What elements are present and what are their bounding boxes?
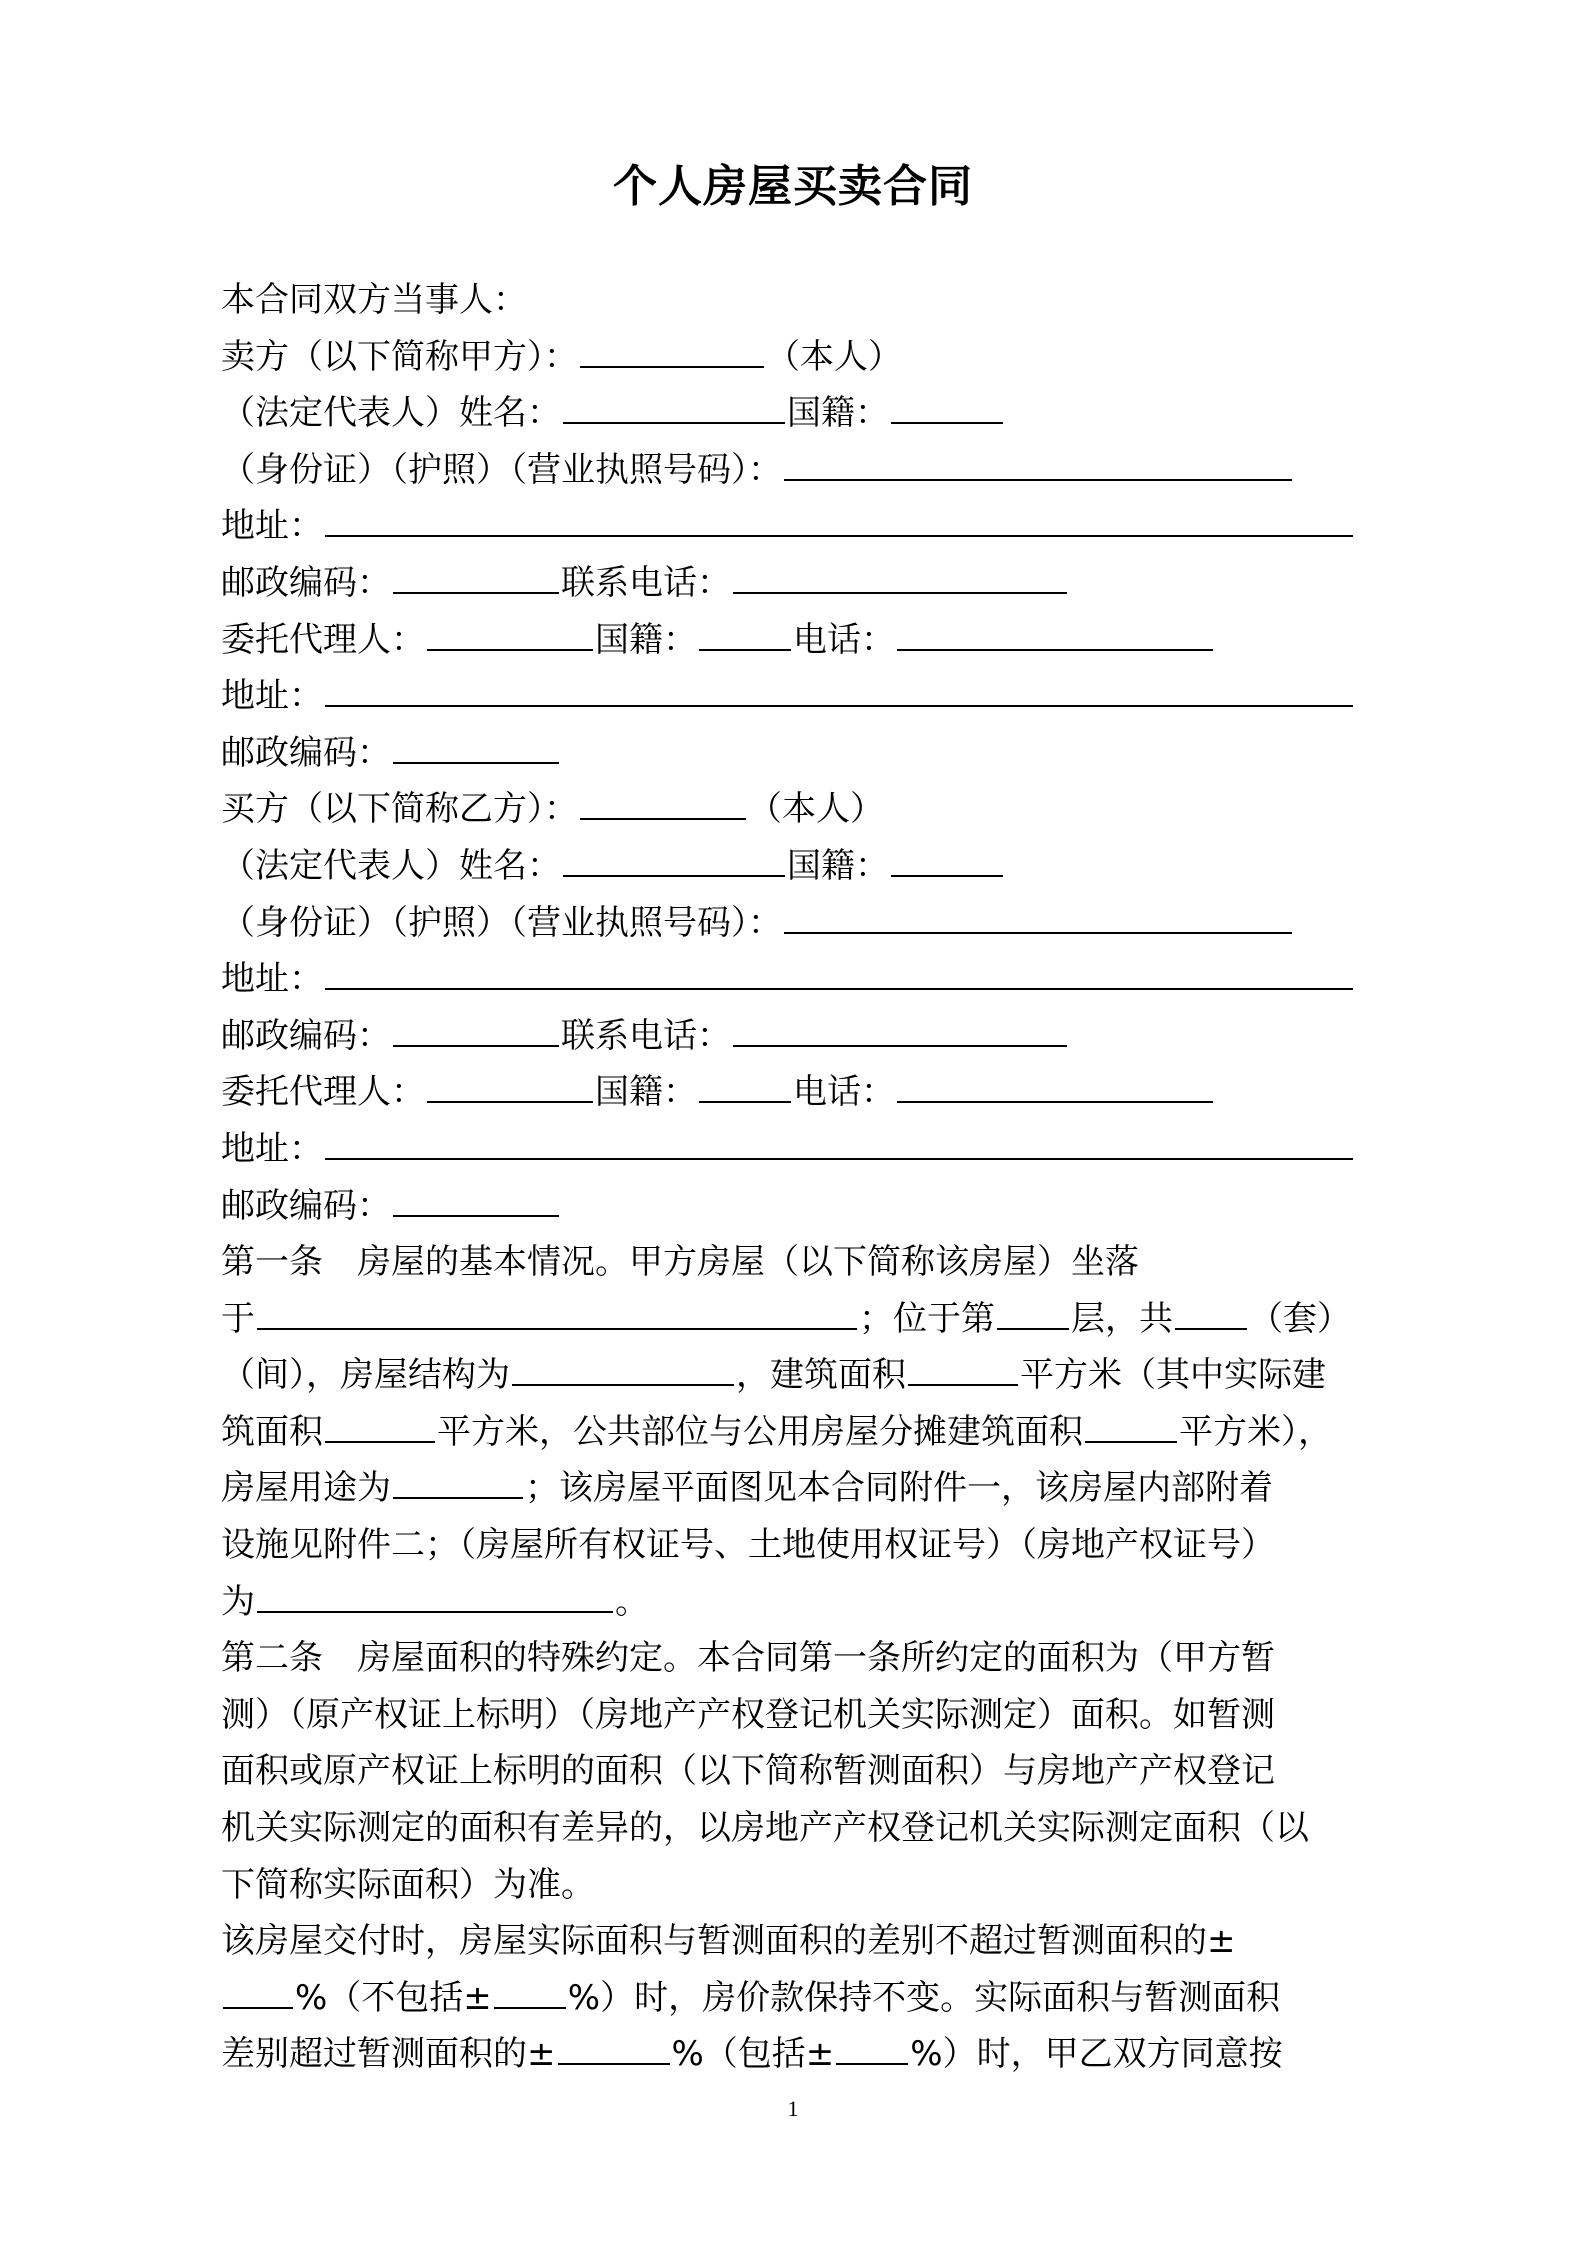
seller-address-line <box>221 498 1391 555</box>
buyer-nationality-blank[interactable] <box>891 841 1003 877</box>
buyer-rep-label: （法定代表人）姓名： <box>221 845 561 886</box>
article1-line7 <box>221 1574 1391 1631</box>
article2-line3 <box>221 1743 1391 1800</box>
article1-line6 <box>221 1517 1391 1574</box>
tolerance-blank-2[interactable] <box>494 1973 566 2009</box>
buyer-agent-blank[interactable] <box>427 1067 593 1103</box>
article2-text-7b: %）时，房价款保持不变。实际面积与暂测面积 <box>567 1977 1281 2018</box>
article1-text-1: 第一条 房屋的基本情况。甲方房屋（以下简称该房屋）坐落 <box>221 1242 1139 1283</box>
seller-line <box>221 329 1391 386</box>
article2-text-2: 测）（原产权证上标明）（房地产产权登记机关实际测定）面积。如暂测 <box>221 1694 1275 1735</box>
seller-label: 卖方（以下简称甲方）： <box>221 336 578 377</box>
seller-agent-phone-blank[interactable] <box>897 615 1213 651</box>
buyer-rep-line <box>221 838 1391 895</box>
buyer-address-label: 地址： <box>221 959 323 1000</box>
article1-text-2a: 于 <box>221 1298 255 1339</box>
article2-text-3: 面积或原产权证上标明的面积（以下简称暂测面积）与房地产产权登记 <box>221 1751 1275 1792</box>
article1-line5 <box>221 1460 1391 1517</box>
buyer-postcode-label: 邮政编码： <box>221 1015 391 1056</box>
article2-text-7a: %（不包括± <box>295 1977 492 2018</box>
seller-phone-label: 联系电话： <box>561 562 731 603</box>
article1-text-7b: 。 <box>615 1581 649 1622</box>
document-body <box>221 272 1391 2083</box>
article2-line1 <box>221 1630 1391 1687</box>
article1-line3 <box>221 1347 1391 1404</box>
article2-line6 <box>221 1913 1391 1970</box>
buyer-id-blank[interactable] <box>784 898 1292 934</box>
seller-rep-line <box>221 385 1391 442</box>
article1-text-7a: 为 <box>221 1581 255 1622</box>
floor-blank[interactable] <box>997 1294 1069 1330</box>
buyer-agent-phone-label: 电话： <box>793 1072 895 1113</box>
document-title: 个人房屋买卖合同 <box>613 161 973 212</box>
article2-line2 <box>221 1687 1391 1744</box>
seller-address-blank[interactable] <box>325 501 1353 537</box>
article2-text-4: 机关实际测定的面积有差异的，以房地产产权登记机关实际测定面积（以 <box>221 1808 1309 1849</box>
article2-line7 <box>221 1970 1391 2027</box>
shared-area-blank[interactable] <box>1085 1407 1177 1443</box>
article2-text-6: 该房屋交付时，房屋实际面积与暂测面积的差别不超过暂测面积的± <box>221 1921 1236 1962</box>
seller-id-line <box>221 442 1391 499</box>
seller-agent-line <box>221 612 1391 669</box>
article1-text-3a: （间），房屋结构为 <box>221 1355 510 1396</box>
buyer-postcode-line <box>221 1008 1391 1065</box>
seller-agent-address-blank[interactable] <box>325 671 1353 707</box>
article1-text-5a: 房屋用途为 <box>221 1468 391 1509</box>
buyer-agent-label: 委托代理人： <box>221 1072 425 1113</box>
buyer-agent-nationality-blank[interactable] <box>699 1067 791 1103</box>
article1-text-3c: 平方米（其中实际建 <box>1020 1355 1326 1396</box>
buyer-self: （本人） <box>748 789 884 830</box>
seller-agent-postcode-line <box>221 725 1391 782</box>
buyer-phone-label: 联系电话： <box>561 1015 731 1056</box>
buyer-agent-nationality-label: 国籍： <box>595 1072 697 1113</box>
seller-nationality-blank[interactable] <box>891 388 1003 424</box>
building-area-blank[interactable] <box>908 1350 1018 1386</box>
parties-heading <box>221 272 1391 329</box>
buyer-agent-phone-blank[interactable] <box>897 1067 1213 1103</box>
buyer-agent-postcode-blank[interactable] <box>393 1181 559 1217</box>
buyer-label: 买方（以下简称乙方）： <box>221 789 578 830</box>
article2-line4 <box>221 1800 1391 1857</box>
seller-agent-label: 委托代理人： <box>221 619 425 660</box>
usage-blank[interactable] <box>393 1463 523 1499</box>
article1-line1 <box>221 1234 1391 1291</box>
page-number: 1 <box>787 2096 799 2121</box>
seller-agent-address-line <box>221 668 1391 725</box>
seller-postcode-line <box>221 555 1391 612</box>
tolerance-blank-1[interactable] <box>223 1973 293 2009</box>
certificate-number-blank[interactable] <box>257 1577 613 1613</box>
buyer-address-blank[interactable] <box>325 954 1353 990</box>
article1-text-5b: ；该房屋平面图见本合同附件一，该房屋内部附着 <box>525 1468 1273 1509</box>
article2-text-8b: %（包括± <box>671 2034 835 2075</box>
article1-text-2b: ；位于第 <box>859 1298 995 1339</box>
seller-agent-postcode-blank[interactable] <box>393 728 559 764</box>
buyer-line <box>221 781 1391 838</box>
buyer-id-line <box>221 895 1391 952</box>
seller-rep-label: （法定代表人）姓名： <box>221 393 561 434</box>
article2-line8 <box>221 2026 1391 2083</box>
article1-line2 <box>221 1291 1391 1348</box>
seller-name-blank[interactable] <box>580 332 764 368</box>
buyer-agent-postcode-line <box>221 1178 1391 1235</box>
buyer-postcode-blank[interactable] <box>393 1011 559 1047</box>
seller-agent-nationality-label: 国籍： <box>595 619 697 660</box>
parties-heading-text: 本合同双方当事人： <box>221 280 527 320</box>
buyer-rep-blank[interactable] <box>563 841 785 877</box>
article1-text-2d: （套） <box>1249 1298 1351 1339</box>
article1-text-2c: 层，共 <box>1071 1298 1173 1339</box>
article1-text-3b: ，建筑面积 <box>736 1355 906 1396</box>
seller-address-label: 地址： <box>221 506 323 547</box>
seller-agent-nationality-blank[interactable] <box>699 615 791 651</box>
article2-text-1: 第二条 房屋面积的特殊约定。本合同第一条所约定的面积为（甲方暂 <box>221 1638 1275 1679</box>
seller-postcode-label: 邮政编码： <box>221 562 391 603</box>
article2-text-8a: 差别超过暂测面积的± <box>221 2034 556 2075</box>
buyer-id-label: （身份证）（护照）（营业执照号码）： <box>221 902 782 943</box>
actual-area-blank[interactable] <box>325 1407 435 1443</box>
article1-text-4a: 筑面积 <box>221 1411 323 1452</box>
seller-self: （本人） <box>766 336 902 377</box>
buyer-agent-line <box>221 1064 1391 1121</box>
total-floors-blank[interactable] <box>1175 1294 1247 1330</box>
buyer-nationality-label: 国籍： <box>787 845 889 886</box>
seller-id-label: （身份证）（护照）（营业执照号码）： <box>221 449 782 490</box>
tolerance-blank-4[interactable] <box>836 2029 908 2065</box>
buyer-phone-blank[interactable] <box>733 1011 1067 1047</box>
tolerance-blank-3[interactable] <box>558 2029 670 2065</box>
seller-agent-blank[interactable] <box>427 615 593 651</box>
buyer-name-blank[interactable] <box>580 784 746 820</box>
buyer-agent-address-line <box>221 1121 1391 1178</box>
article1-line4 <box>221 1404 1391 1461</box>
buyer-agent-address-label: 地址： <box>221 1128 323 1169</box>
structure-blank[interactable] <box>512 1350 734 1386</box>
article1-text-4c: 平方米）， <box>1179 1411 1332 1452</box>
seller-nationality-label: 国籍： <box>787 393 889 434</box>
seller-agent-phone-label: 电话： <box>793 619 895 660</box>
seller-agent-postcode-label: 邮政编码： <box>221 732 391 773</box>
article2-text-5: 下简称实际面积）为准。 <box>221 1864 595 1905</box>
seller-phone-blank[interactable] <box>733 558 1067 594</box>
article2-text-8c: %）时，甲乙双方同意按 <box>910 2034 1283 2075</box>
buyer-agent-address-blank[interactable] <box>325 1124 1353 1160</box>
seller-rep-blank[interactable] <box>563 388 785 424</box>
seller-agent-address-label: 地址： <box>221 676 323 717</box>
buyer-agent-postcode-label: 邮政编码： <box>221 1185 391 1226</box>
article1-text-6: 设施见附件二；（房屋所有权证号、土地使用权证号）（房地产权证号） <box>221 1525 1275 1566</box>
article1-text-4b: 平方米，公共部位与公用房屋分摊建筑面积 <box>437 1411 1083 1452</box>
article2-line5 <box>221 1857 1391 1914</box>
seller-postcode-blank[interactable] <box>393 558 559 594</box>
property-location-blank[interactable] <box>257 1294 857 1330</box>
seller-id-blank[interactable] <box>784 445 1292 481</box>
buyer-address-line <box>221 951 1391 1008</box>
